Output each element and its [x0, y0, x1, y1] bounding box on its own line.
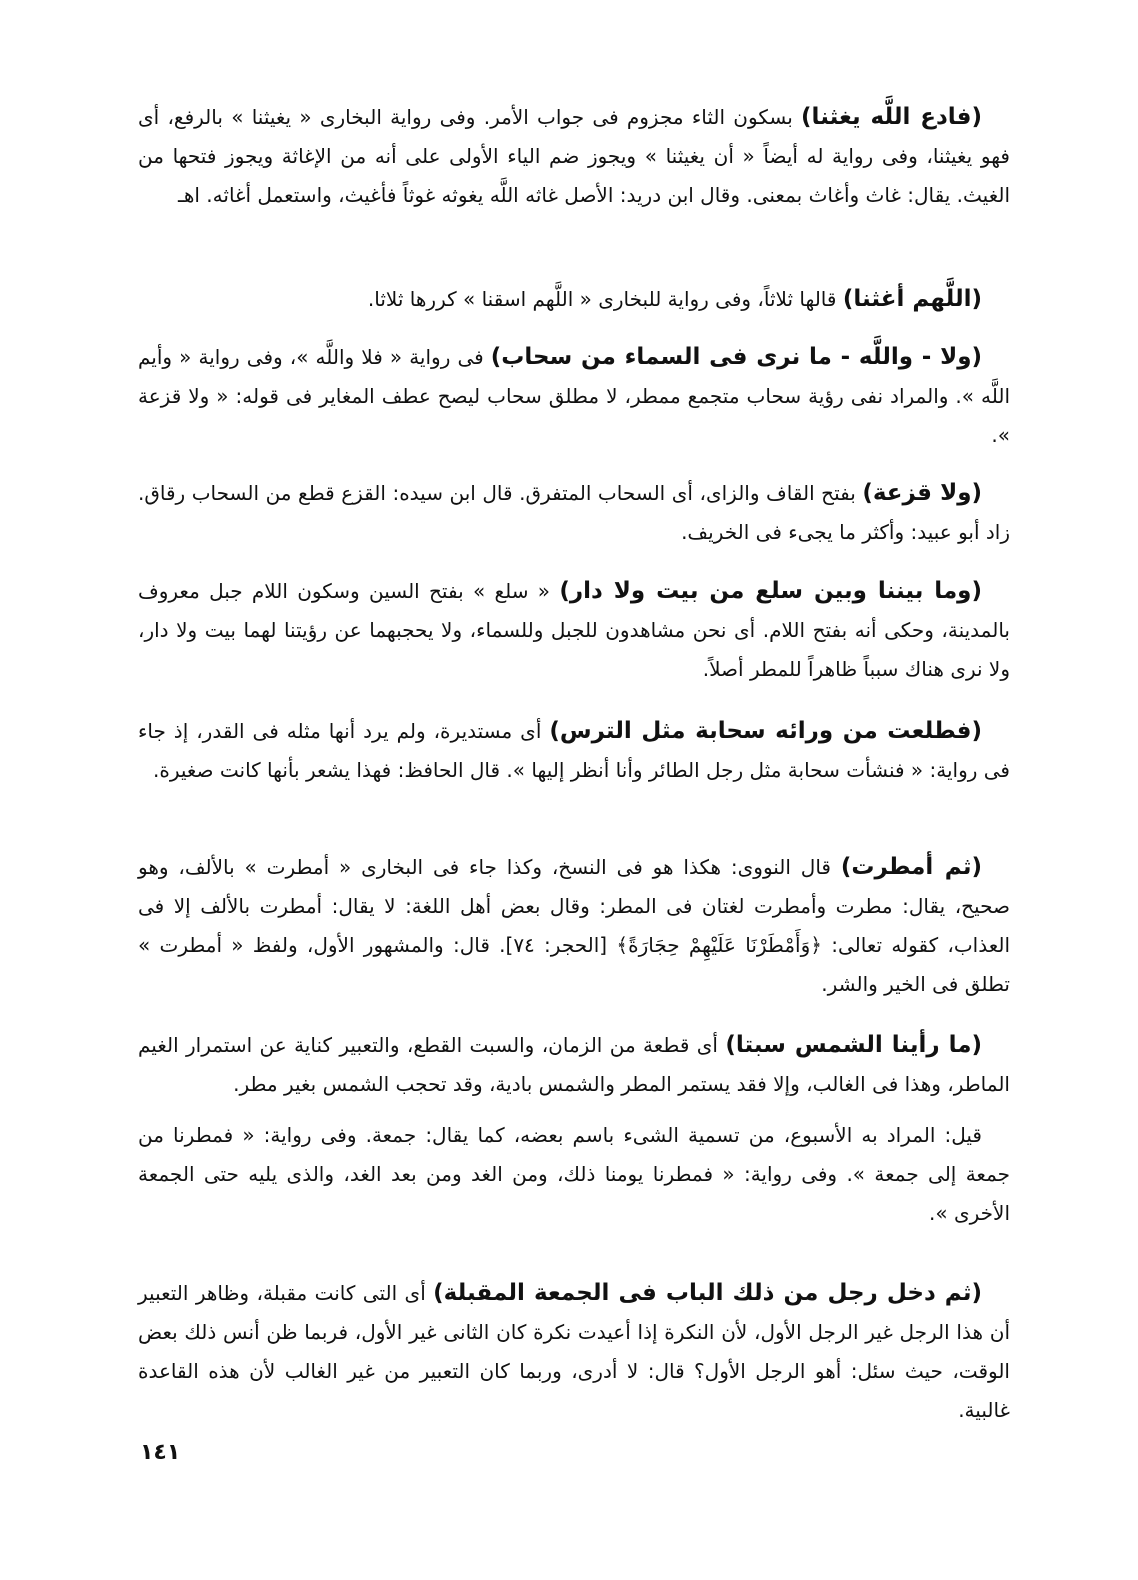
commentary-text: قالها ثلاثاً، وفى رواية للبخارى « اللَّهم اسقنا » كررها ثلاثا.: [367, 287, 843, 311]
lemma-heading: (اللَّهم أغثنا): [842, 286, 982, 312]
commentary-text: قيل: المراد به الأسبوع، من تسمية الشىء باسم بعضه، كما يقال: جمعة. وفى رواية: « فمطرنا من جمعة إلى جمعة ». وفى رواية: « فمطرنا يومنا ذلك، ومن الغد ومن بعد الغد، والذى يليه حتى الجمعة الأخرى ».: [138, 1123, 1010, 1225]
commentary-text: فى رواية « فلا واللَّه »، وفى رواية « وأيم اللَّه ». والمراد نفى رؤية سحاب متجمع ممطر، لا مطلق سحاب ليصح عطف المغاير فى قوله: « ولا قزعة ».: [138, 345, 1010, 447]
lemma-heading: (فطلعت من ورائه سحابة مثل الترس): [549, 718, 982, 744]
lemma-heading: (فادع اللَّه يغثنا): [801, 104, 982, 130]
commentary-text: « سلع » بفتح السين وسكون اللام جبل معروف بالمدينة، وحكى أنه بفتح اللام. أى نحن مشاهدون للجبل وللسماء، ولا يحجبهما عن رؤيتنا لهما بيت ولا دار، ولا نرى هناك سبباً ظاهراً للمطر أصلاً.: [138, 579, 1010, 681]
paragraph-4: [138, 474, 1010, 552]
lemma-heading: (ثم دخل رجل من ذلك الباب فى الجمعة المقبلة): [433, 1280, 982, 1306]
commentary-text: أى التى كانت مقبلة، وظاهر التعبير أن هذا الرجل غير الرجل الأول، لأن النكرة إذا أعيدت نكرة كان الثانى غير الأول، فربما ظن أنس ذلك بعض الوقت، حيث سئل: أهو الرجل الأول؟ قال: لا أدرى، وربما كان التعبير من غير الغالب لأن هذه القاعدة غالبية.: [138, 1281, 1010, 1422]
paragraph-10: [138, 1274, 1010, 1430]
paragraph-3: [138, 338, 1010, 455]
lemma-heading: (ثم أمطرت): [840, 854, 982, 880]
commentary-text: قال النووى: هكذا هو فى النسخ، وكذا جاء فى البخارى « أمطرت » بالألف، وهو صحيح، يقال: مطرت وأمطرت لغتان فى المطر: وقال بعض أهل اللغة: لا يقال: أمطرت بالألف إلا فى العذاب، كقوله تعالى: ﴿وَأَمْطَرْنَا عَلَيْهِمْ حِجَارَةً﴾ [الحجر: ٧٤]. قال: والمشهور الأول، ولفظ « أمطرت » تطلق فى الخير والشر.: [138, 855, 1010, 996]
paragraph-1: [138, 98, 1010, 215]
lemma-heading: (وما بيننا وبين سلع من بيت ولا دار): [559, 578, 982, 604]
paragraph-8: [138, 1026, 1010, 1104]
lemma-heading: (ولا - واللَّه - ما نرى فى السماء من سحاب): [490, 344, 983, 370]
paragraph-2: [138, 280, 1010, 319]
paragraph-9: [138, 1116, 1010, 1233]
commentary-text: أى قطعة من الزمان، والسبت القطع، والتعبير كناية عن استمرار الغيم الماطر، وهذا فى الغالب، وإلا فقد يستمر المطر والشمس بادية، وقد تحجب الشمس بغير مطر.: [138, 1033, 1010, 1096]
commentary-text: بسكون الثاء مجزوم فى جواب الأمر. وفى رواية البخارى « يغيثنا » بالرفع، أى فهو يغيثنا، وفى رواية له أيضاً « أن يغيثنا » ويجوز ضم الياء الأولى على أنه من الإغاثة ويجوز فتحها من الغيث. يقال: غاث وأغاث بمعنى. وقال ابن دريد: الأصل غاثه اللَّه يغوثه غوثاً فأغيث، واستعمل أغاثه. اهـ: [138, 105, 1010, 207]
commentary-text: أى مستديرة، ولم يرد أنها مثله فى القدر، إذ جاء فى رواية: « فنشأت سحابة مثل رجل الطائر وأنا أنظر إليها ». قال الحافظ: فهذا يشعر بأنها كانت صغيرة.: [138, 719, 1010, 782]
paragraph-5: [138, 572, 1010, 689]
page-number: ١٤١: [140, 1440, 181, 1465]
lemma-heading: (ما رأينا الشمس سبتا): [725, 1032, 982, 1058]
paragraph-6: [138, 712, 1010, 790]
paragraph-7: [138, 848, 1010, 1004]
commentary-text: بفتح القاف والزاى، أى السحاب المتفرق. قال ابن سيده: القزع قطع من السحاب رقاق. زاد أبو عبيد: وأكثر ما يجىء فى الخريف.: [138, 481, 1010, 544]
lemma-heading: (ولا قزعة): [862, 480, 982, 506]
